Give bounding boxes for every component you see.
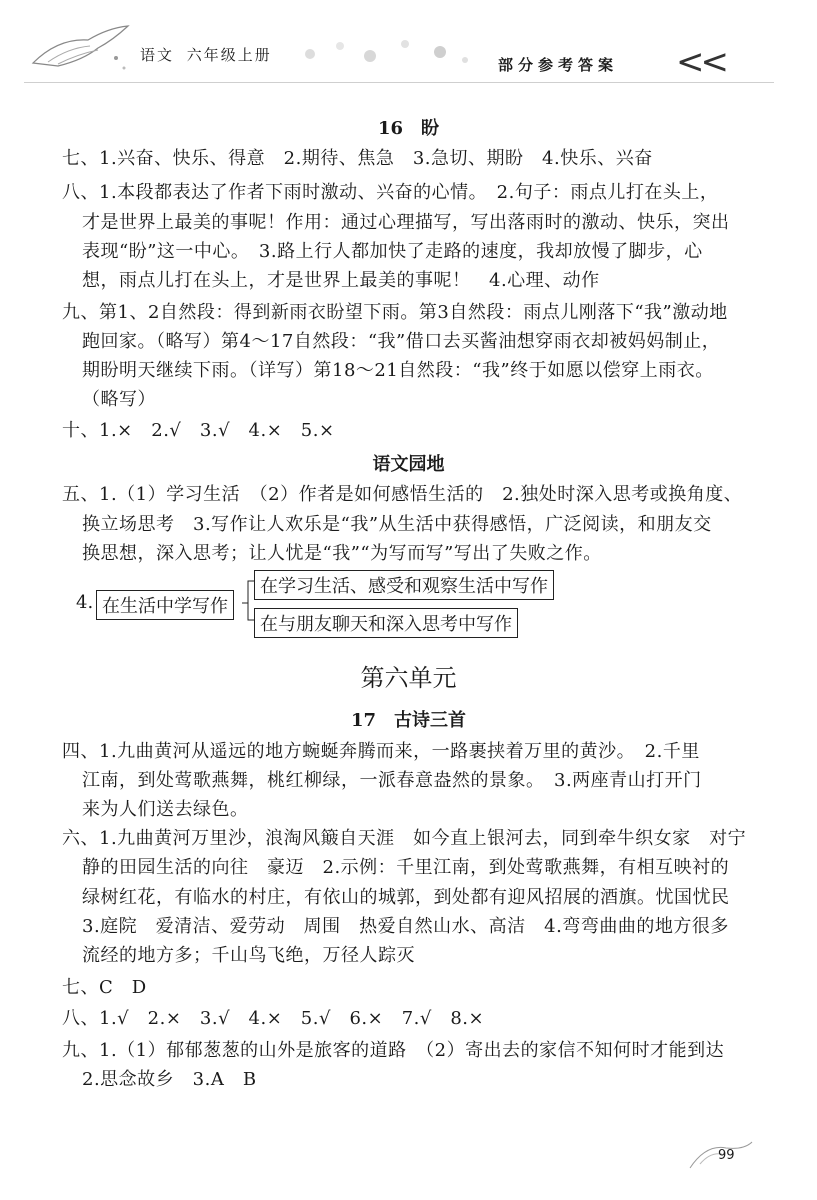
answer-line: 换思想，深入思考；让人忧是“我”“为写而写”写出了失败之作。 bbox=[82, 543, 602, 564]
answer-line: 静的田园生活的向往 豪迈 2.示例：千里江南，到处莺歌燕舞，有相互映衬的 bbox=[82, 857, 730, 878]
answer-line: 表现“盼”这一中心。 3.路上行人都加快了走路的速度，我却放慢了脚步，心 bbox=[82, 241, 703, 262]
answer-line: 才是世界上最美的事呢！作用：通过心理描写，写出落雨时的激动、快乐，突出 bbox=[82, 212, 730, 233]
header-grade: 六年级上册 bbox=[186, 46, 272, 64]
mindmap-branch-top: 在学习生活、感受和观察生活中写作 bbox=[254, 570, 554, 600]
answer-line: 2.思念故乡 3.A B bbox=[82, 1069, 257, 1090]
answer-line: 八、1.√ 2.× 3.√ 4.× 5.√ 6.× 7.√ 8.× bbox=[62, 1008, 485, 1029]
answer-line: 九、1.（1）郁郁葱葱的山外是旅客的道路 （2）寄出去的家信不知何时才能到达 bbox=[62, 1040, 725, 1061]
answer-line: 跑回家。（略写）第4～17自然段：“我”借口去买酱油想穿雨衣却被妈妈制止， bbox=[82, 331, 721, 352]
answer-line: 九、第1、2自然段：得到新雨衣盼望下雨。第3自然段：雨点儿刚落下“我”激动地 bbox=[62, 302, 728, 323]
answer-line: 四、1.九曲黄河从遥远的地方蜿蜒奔腾而来，一路裹挟着万里的黄沙。 2.千里 bbox=[62, 741, 700, 762]
lesson16-title: 16 盼 bbox=[377, 118, 440, 139]
answer-line: （略写） bbox=[82, 389, 156, 410]
answer-line: 想，雨点儿打在头上，才是世界上最美的事呢！ 4.心理、动作 bbox=[82, 270, 600, 291]
mindmap-number: 4. bbox=[76, 592, 94, 613]
answer-line: 绿树红花，有临水的村庄，有依山的城郭，到处都有迎风招展的酒旗。忧国忧民 bbox=[82, 887, 730, 908]
header-subject-name: 语文 bbox=[140, 46, 175, 64]
unit-title: 第六单元 bbox=[360, 664, 457, 692]
answer-line: 流经的地方多；千山鸟飞绝，万径人踪灭 bbox=[82, 945, 415, 966]
answer-line: 六、1.九曲黄河万里沙，浪淘风簸自天涯 如今直上银河去，同到牵牛织女家 对宁 bbox=[62, 828, 747, 849]
mindmap-center-box: 在生活中学写作 bbox=[96, 590, 234, 620]
page-number: 99 bbox=[718, 1148, 735, 1163]
chevron-left-icon: << bbox=[676, 42, 725, 82]
mindmap-branch-bottom: 在与朋友聊天和深入思考中写作 bbox=[254, 608, 518, 638]
answer-line: 五、1.（1）学习生活 （2）作者是如何感悟生活的 2.独处时深入思考或换角度、 bbox=[62, 484, 743, 505]
answer-line: 江南，到处莺歌燕舞，桃红柳绿，一派春意盎然的景象。 3.两座青山打开门 bbox=[82, 770, 702, 791]
answer-line: 换立场思考 3.写作让人欢乐是“我”从生活中获得感悟，广泛阅读，和朋友交 bbox=[82, 514, 712, 535]
answer-line: 十、1.× 2.√ 3.√ 4.× 5.× bbox=[62, 420, 335, 441]
answer-line: 3.庭院 爱清洁、爱劳动 周围 热爱自然山水、高洁 4.弯弯曲曲的地方很多 bbox=[82, 916, 729, 937]
answer-line: 七、C D bbox=[62, 977, 147, 998]
answer-line: 七、1.兴奋、快乐、得意 2.期待、焦急 3.急切、期盼 4.快乐、兴奋 bbox=[62, 148, 653, 169]
answer-line: 八、1.本段都表达了作者下雨时激动、兴奋的心情。 2.句子：雨点儿打在头上， bbox=[62, 182, 719, 203]
answer-line: 来为人们送去绿色。 bbox=[82, 799, 249, 820]
lesson17-title: 17 古诗三首 bbox=[350, 710, 467, 731]
answer-line: 期盼明天继续下雨。（详写）第18～21自然段：“我”终于如愿以偿穿上雨衣。 bbox=[82, 360, 714, 381]
garden-title: 语文园地 bbox=[372, 454, 445, 475]
header-section-title: 部分参考答案 bbox=[498, 56, 619, 74]
